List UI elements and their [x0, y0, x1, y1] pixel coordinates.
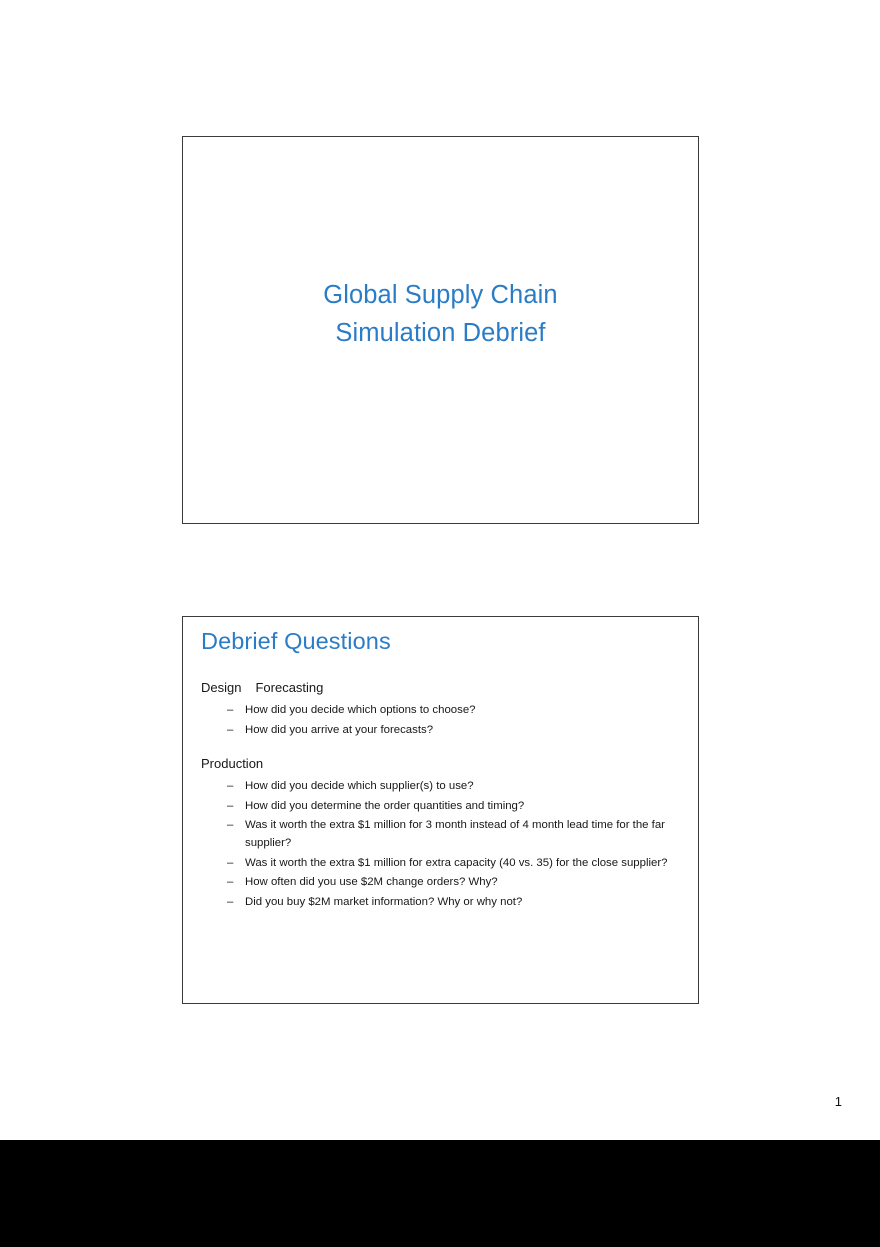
list-item [227, 798, 684, 816]
bullet-list-design-forecasting [201, 702, 684, 739]
title-line-1: Global Supply Chain [323, 281, 558, 309]
slide-title-text [183, 277, 698, 352]
section-divider [201, 741, 684, 755]
dash-bullet-icon: – [227, 780, 234, 793]
list-item-label: Was it worth the extra $1 million for 3 month instead of 4 month lead time for the far supplier? [245, 819, 665, 850]
section-heading-production [201, 755, 684, 774]
dash-bullet-icon: – [227, 723, 234, 736]
list-item-label: Did you buy $2M market information? Why or why not? [245, 896, 523, 909]
list-item-label: How often did you use $2M change orders? Why? [245, 876, 498, 889]
section-heading-design-forecasting [201, 679, 684, 698]
list-item [227, 817, 684, 852]
slide-body [201, 679, 684, 914]
dash-bullet-icon: – [227, 703, 234, 716]
section-heading-part-2: Forecasting [255, 680, 324, 695]
dash-bullet-icon: – [227, 876, 234, 889]
list-item-label: How did you determine the order quantities and timing? [245, 799, 525, 812]
slide-heading: Debrief Questions [201, 628, 391, 654]
dash-bullet-icon: – [227, 799, 234, 812]
list-item-label: Was it worth the extra $1 million for extra capacity (40 vs. 35) for the close supplier? [245, 856, 668, 869]
list-item [227, 894, 684, 912]
list-item-label: How did you arrive at your forecasts? [245, 723, 434, 736]
bullet-list-production [201, 778, 684, 912]
section-heading-part-1: Production [201, 756, 264, 772]
list-item-label: How did you decide which options to choose? [245, 703, 476, 716]
dash-bullet-icon: – [227, 819, 234, 832]
list-item-label: How did you decide which supplier(s) to use? [245, 780, 474, 793]
list-item [227, 702, 684, 720]
footer-band [0, 1140, 880, 1247]
list-item [227, 874, 684, 892]
list-item [227, 855, 684, 873]
title-line-2: Simulation Debrief [335, 318, 546, 347]
list-item [227, 778, 684, 796]
page-number: 1 [834, 1094, 842, 1109]
dash-bullet-icon: – [227, 856, 234, 869]
section-heading-part-1: Design [201, 680, 242, 695]
dash-bullet-icon: – [227, 896, 234, 909]
slide-title [182, 136, 699, 524]
list-item [227, 722, 684, 740]
slide-debrief-questions [182, 616, 699, 1004]
